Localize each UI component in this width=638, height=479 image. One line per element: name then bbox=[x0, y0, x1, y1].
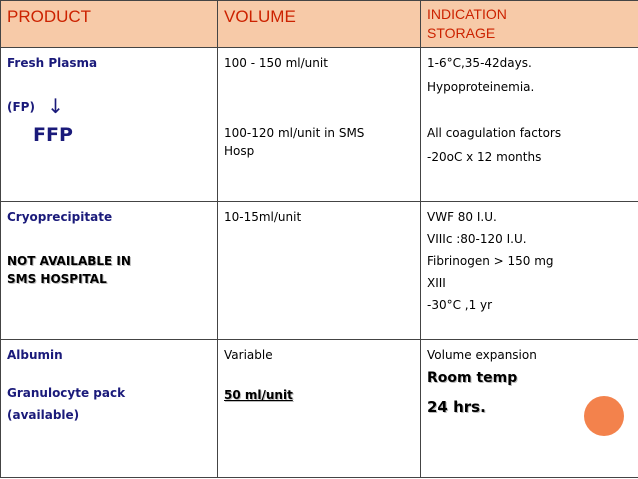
indication-cell bbox=[421, 48, 638, 202]
product-ffp: FFP bbox=[33, 124, 73, 146]
header-volume: VOLUME bbox=[224, 7, 296, 26]
indication-cell bbox=[421, 202, 638, 340]
product-cell bbox=[1, 48, 218, 202]
decorative-circle-icon bbox=[584, 396, 624, 436]
availability-note: NOT AVAILABLE IN bbox=[7, 254, 131, 268]
indication-line: -30°C ,1 yr bbox=[427, 298, 493, 312]
header-indication bbox=[427, 5, 638, 43]
volume-cell bbox=[218, 340, 421, 478]
down-arrow-icon: ↓ bbox=[47, 94, 64, 118]
indication-line: VWF 80 I.U. bbox=[427, 210, 497, 224]
indication-line: Hypoproteinemia. bbox=[427, 80, 535, 94]
volume-value: 100 - 150 ml/unit bbox=[224, 56, 328, 70]
indication-line: -20oC x 12 months bbox=[427, 150, 542, 164]
product-name: Albumin bbox=[7, 348, 63, 362]
header-cell-product bbox=[1, 1, 218, 48]
volume-value: 100-120 ml/unit in SMS bbox=[224, 126, 365, 140]
product-abbrev bbox=[7, 92, 64, 116]
header-indication-line1: INDICATION bbox=[427, 6, 507, 22]
header-product: PRODUCT bbox=[7, 7, 92, 26]
header-row bbox=[1, 1, 638, 48]
table-row bbox=[1, 202, 638, 340]
volume-value: 50 ml/unit bbox=[224, 388, 293, 402]
indication-line: All coagulation factors bbox=[427, 126, 562, 140]
volume-value: 10-15ml/unit bbox=[224, 210, 302, 224]
product-cell bbox=[1, 202, 218, 340]
volume-cell bbox=[218, 48, 421, 202]
product-abbrev-text: (FP) bbox=[7, 100, 35, 114]
storage-note: 24 hrs. bbox=[427, 398, 486, 416]
storage-note: Room temp bbox=[427, 370, 518, 386]
header-cell-volume bbox=[218, 1, 421, 48]
product-name: Cryoprecipitate bbox=[7, 210, 113, 224]
availability-note: (available) bbox=[7, 408, 80, 422]
volume-value: Hosp bbox=[224, 144, 255, 158]
product-name: Granulocyte pack bbox=[7, 386, 126, 400]
product-name: Fresh Plasma bbox=[7, 56, 98, 70]
header-storage-line2: STORAGE bbox=[427, 25, 496, 41]
product-cell bbox=[1, 340, 218, 478]
volume-cell bbox=[218, 202, 421, 340]
indication-line: Volume expansion bbox=[427, 348, 537, 362]
table-row bbox=[1, 340, 638, 478]
table-row bbox=[1, 48, 638, 202]
indication-line: VIIIc :80-120 I.U. bbox=[427, 232, 527, 246]
indication-line: Fibrinogen > 150 mg bbox=[427, 254, 554, 268]
availability-note: SMS HOSPITAL bbox=[7, 272, 107, 286]
indication-line: 1-6°C,35-42days. bbox=[427, 56, 532, 70]
header-cell-indication bbox=[421, 1, 638, 48]
indication-line: XIII bbox=[427, 276, 446, 290]
volume-value: Variable bbox=[224, 348, 273, 362]
